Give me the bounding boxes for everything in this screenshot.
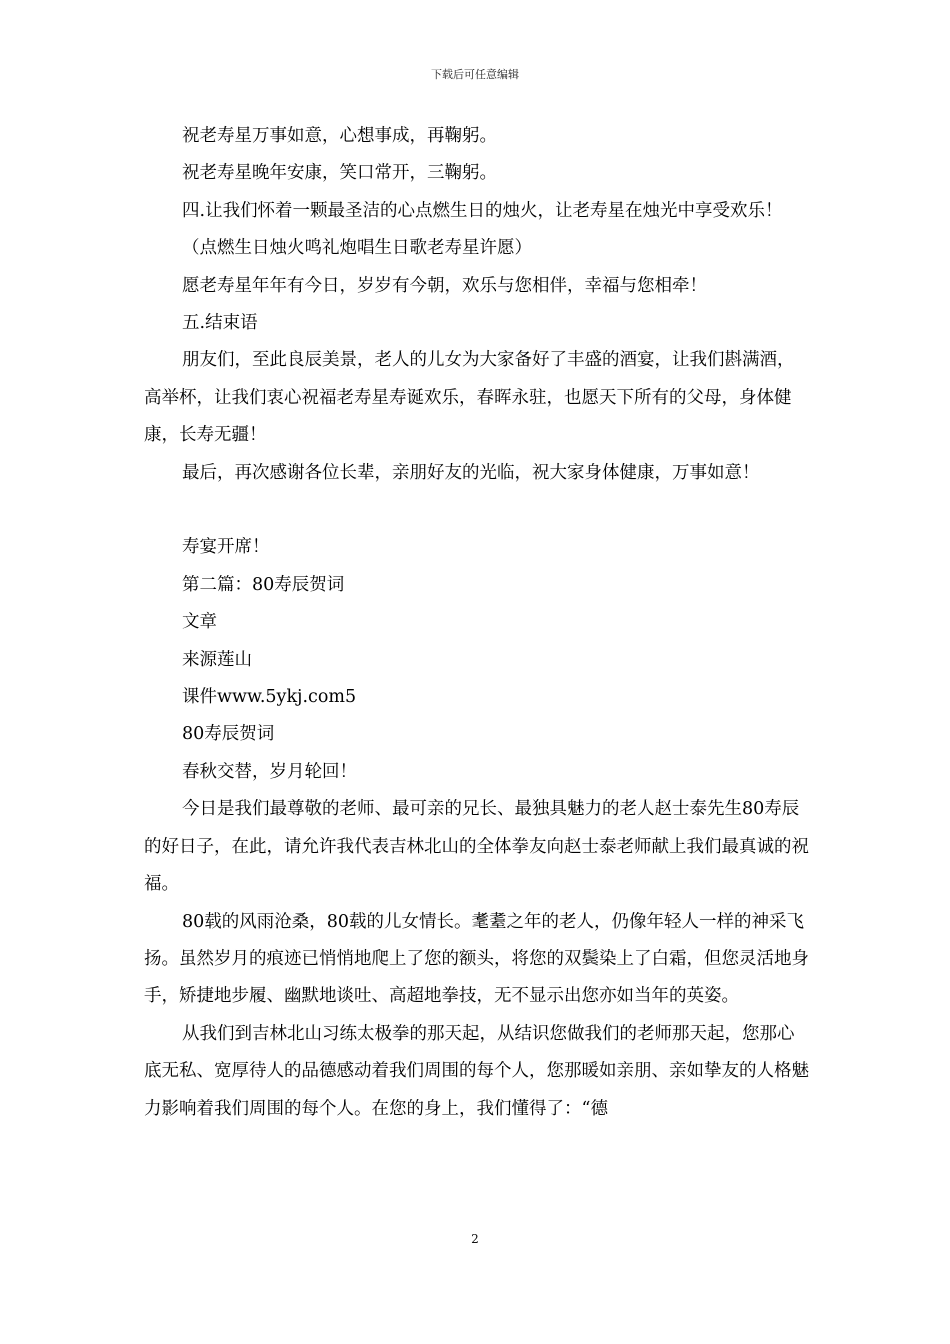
paragraph: 课件www.5ykj.com5	[182, 687, 357, 708]
section-heading: 五.结束语	[182, 313, 258, 334]
paragraph: 从我们到吉林北山习练太极拳的那天起，从结识您做我们的老师那天起，您那心底无私、宽厚待人的品德感动着我们周围的每个人，您那暖如亲朋、亲如挚友的人格魅力影响着我们周围的每个人。在您的身上，我们懂得了：“德	[144, 1023, 809, 1119]
paragraph: 最后，再次感谢各位长辈，亲朋好友的光临，祝大家身体健康，万事如意！	[182, 462, 760, 483]
paragraph: 四.让我们怀着一颗最圣洁的心点燃生日的烛火，让老寿星在烛光中享受欢乐！	[182, 200, 783, 221]
paragraph: 来源莲山	[182, 649, 252, 670]
paragraph: 春秋交替，岁月轮回！	[182, 761, 357, 782]
paragraph: 祝老寿星晚年安康，笑口常开，三鞠躬。	[182, 163, 497, 184]
paragraph: 80载的风雨沧桑，80载的儿女情长。耄耋之年的老人，仍像年轻人一样的神采飞扬。虽然岁月的痕迹已悄悄地爬上了您的额头，将您的双鬓染上了白霜，但您灵活地身手，矫捷地步履、幽默地谈吐、高超地拳技，无不显示出您亦如当年的英姿。	[144, 911, 809, 1007]
page-number: 2	[471, 1232, 479, 1246]
document-body	[144, 118, 809, 1128]
article-title: 第二篇：80寿辰贺词	[182, 574, 345, 595]
blank-line	[144, 492, 809, 529]
paragraph: 祝老寿星万事如意，心想事成，再鞠躬。	[182, 126, 497, 146]
paragraph: 愿老寿星年年有今日，岁岁有今朝，欢乐与您相伴，幸福与您相牵！	[182, 275, 707, 296]
paragraph: 今日是我们最尊敬的老师、最可亲的兄长、最独具魅力的老人赵士泰先生80寿辰的好日子，在此，请允许我代表吉林北山的全体拳友向赵士泰老师献上我们最真诚的祝福。	[144, 799, 809, 895]
paragraph: 寿宴开席！	[182, 537, 270, 558]
page-header: 下载后可任意编辑	[431, 68, 519, 81]
paragraph: 朋友们，至此良辰美景，老人的儿女为大家备好了丰盛的酒宴，让我们斟满酒，高举杯，让我们衷心祝福老寿星寿诞欢乐，春晖永驻，也愿天下所有的父母，身体健康，长寿无疆！	[144, 350, 795, 446]
paragraph: 80寿辰贺词	[182, 724, 275, 745]
paragraph: （点燃生日烛火鸣礼炮唱生日歌老寿星许愿）	[182, 238, 532, 259]
paragraph: 文章	[182, 612, 217, 633]
